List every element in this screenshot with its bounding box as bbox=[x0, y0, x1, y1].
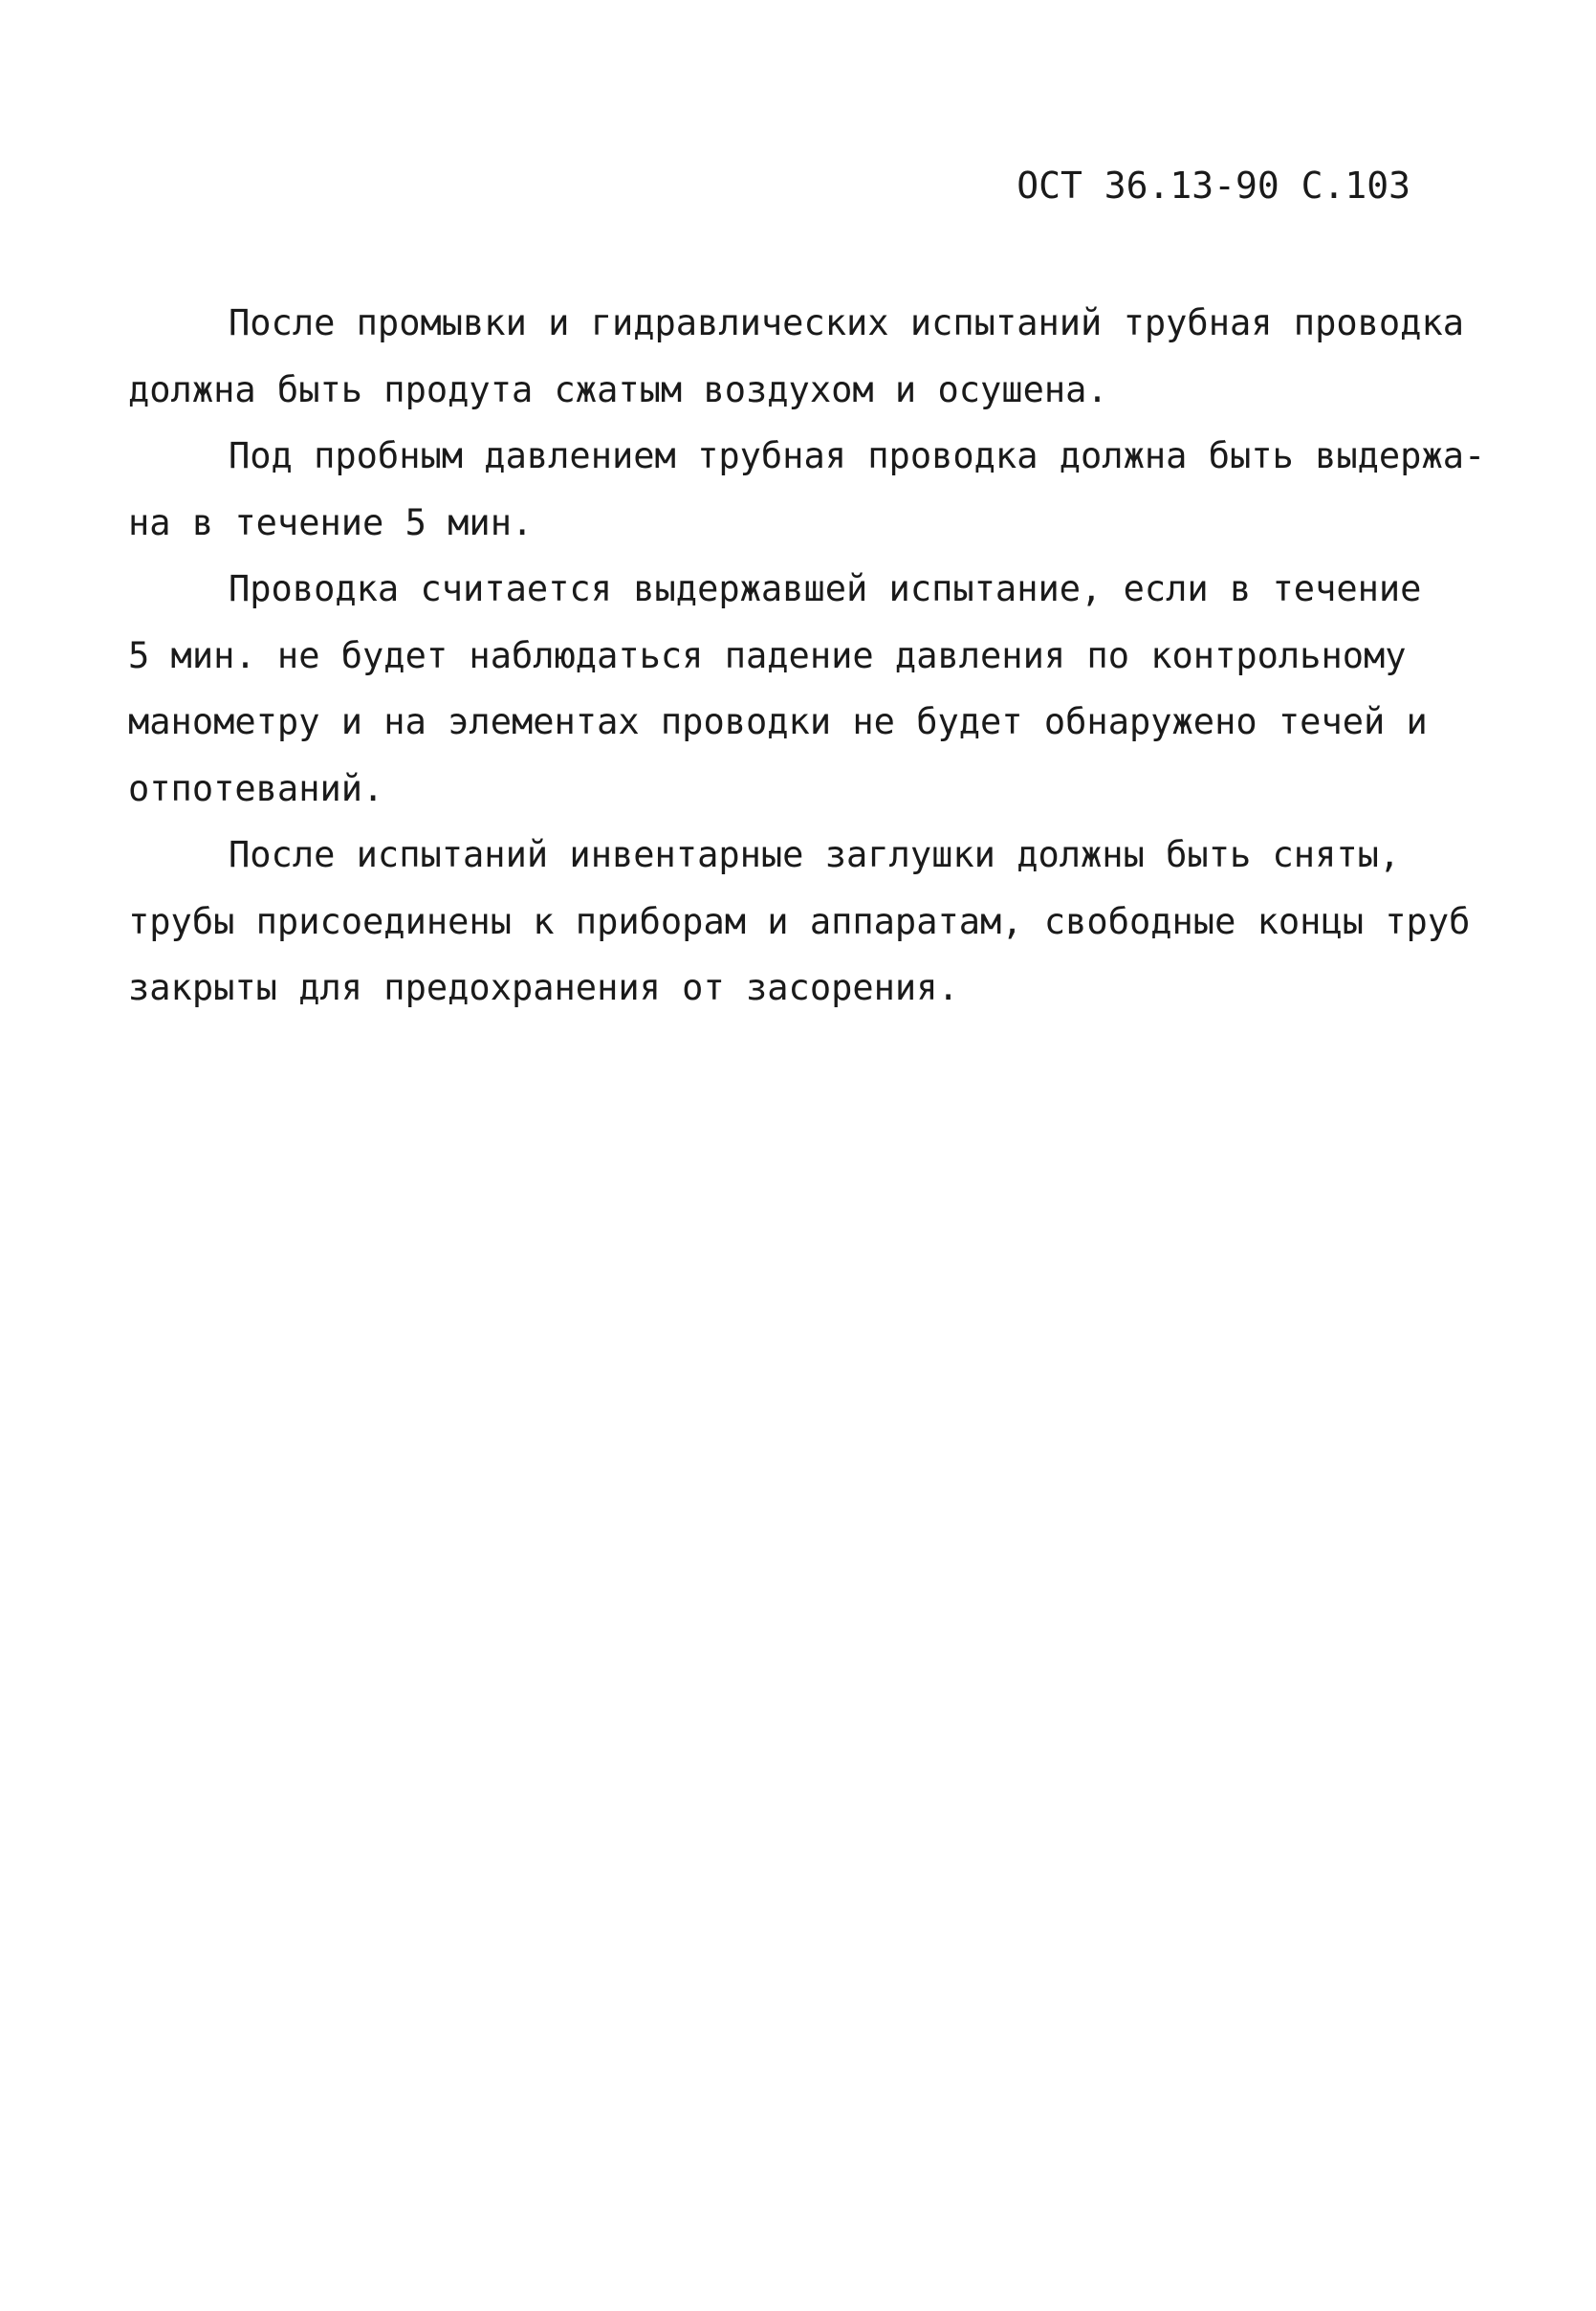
text-line: 5 мин. не будет наблюдаться падение давления по контрольному bbox=[128, 634, 1407, 676]
text-line: Под пробным давлением трубная проводка должна быть выдержа- bbox=[229, 435, 1486, 476]
text-line: отпотеваний. bbox=[128, 767, 384, 809]
text-line: После испытаний инвентарные заглушки должны быть сняты, bbox=[229, 834, 1401, 875]
text-line: должна быть продута сжатым воздухом и осушена. bbox=[128, 368, 1108, 410]
text-line: закрыты для предохранения от засорения. bbox=[128, 967, 959, 1008]
text-line: манометру и на элементах проводки не будет обнаружено течей и bbox=[128, 701, 1428, 742]
text-line: на в течение 5 мин. bbox=[128, 501, 534, 543]
document-header-code: ОСТ 36.13-90 С.103 bbox=[1017, 165, 1410, 207]
text-line: трубы присоединены к приборам и аппаратам, свободные концы труб bbox=[128, 900, 1471, 942]
paragraph-1 bbox=[128, 290, 1467, 423]
text-line: Проводка считается выдержавшей испытание, если в течение bbox=[229, 568, 1422, 609]
paragraph-4 bbox=[128, 822, 1471, 1022]
paragraph-2 bbox=[128, 423, 1486, 556]
paragraph-3 bbox=[128, 556, 1467, 822]
document-body bbox=[128, 290, 1486, 1022]
text-line: После промывки и гидравлических испытаний трубная проводка bbox=[229, 302, 1465, 343]
